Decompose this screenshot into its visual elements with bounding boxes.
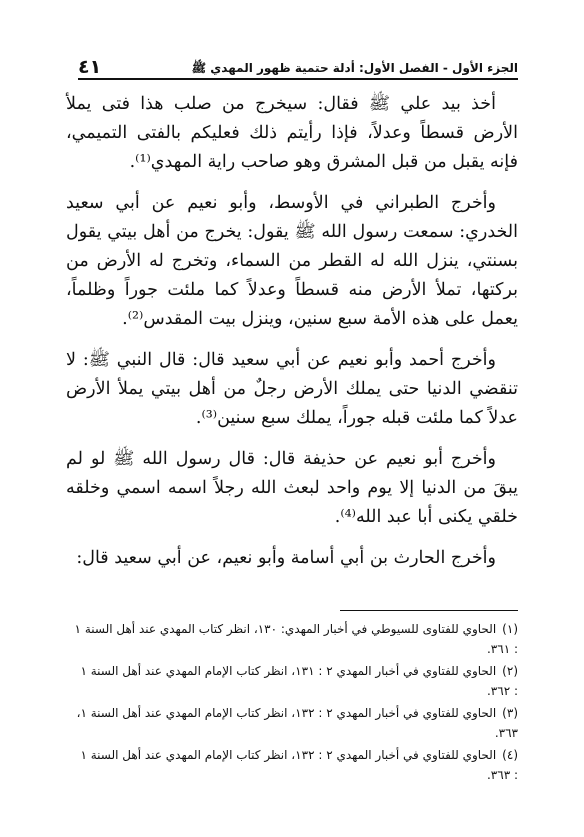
footnote-4 bbox=[74, 746, 518, 785]
footnote-text: الحاوي للفتاوي في أخبار المهدي ٢ : ١٣٢، انظر كتاب الإمام المهدي عند أهل السنة ١ : ٣٦٣. bbox=[80, 748, 518, 782]
footnote-1 bbox=[74, 620, 518, 659]
page-header bbox=[78, 38, 518, 78]
footnote-text: الحاوي للفتاوي في أخبار المهدي ٢ : ١٣٢، انظر كتاب الإمام المهدي عند أهل السنة ١، ٣٦٣. bbox=[76, 706, 518, 740]
footnote-text: الحاوي للفتاوى للسيوطي في أخبار المهدي: ١٣٠، انظر كتاب المهدي عند أهل السنة ١ : ٣٦١. bbox=[74, 622, 518, 656]
paragraph-5: وأخرج الحارث بن أبي أسامة وأبو نعيم، عن أبي سعيد قال: bbox=[76, 548, 496, 568]
paragraph-1: أخذ بيد علي ﷺ فقال: سيخرج من صلب هذا فتى يملأ الأرض قسطاً وعدلاً، فإذا رأيتم ذلك فعليكم بالفتى التميمي، فإنه يقبل من قبل المشرق وهو صاحب راية المهدي⁽¹⁾. bbox=[66, 94, 518, 172]
footnote-3 bbox=[74, 704, 518, 743]
footnote-2 bbox=[74, 662, 518, 701]
paragraph-2: وأخرج الطبراني في الأوسط، وأبو نعيم عن أبي سعيد الخدري: سمعت رسول الله ﷺ يقول: يخرج من أهل بيتي يقول بسنتي، ينزل الله له القطر من السماء، وتخرج له الأرض من بركتها، تملأ الأرض منه قسطاً وعدلاً كما ملئت جوراً وظلماً، يعمل على هذه الأمة سبع سنين، وينزل بيت المقدس⁽²⁾. bbox=[66, 193, 518, 329]
footnote-divider bbox=[340, 610, 518, 611]
page-number: ٤١ bbox=[78, 56, 102, 78]
paragraph-4: وأخرج أبو نعيم عن حذيفة قال: قال رسول الله ﷺ لو لم يبقَ من الدنيا إلا يوم واحد لبعث الله رجلاً اسمه اسمي وخلقه خلقي يكنى أبا عبد الله⁽⁴⁾. bbox=[66, 449, 518, 527]
footnote-text: الحاوي للفتاوي في أخبار المهدي ٢ : ١٣١، انظر كتاب الإمام المهدي عند أهل السنة ١ : ٣٦٢. bbox=[80, 664, 518, 698]
footnote-number: (٣) bbox=[502, 706, 518, 720]
main-text bbox=[66, 90, 518, 585]
paragraph-3: وأخرج أحمد وأبو نعيم عن أبي سعيد قال: قال النبي ﷺ: لا تنقضي الدنيا حتى يملك الأرض رجلٌ من أهل بيتي يملأ الأرض عدلاً كما ملئت قبله جوراً، يملك سبع سنين⁽³⁾. bbox=[66, 350, 518, 428]
running-header-title: الجزء الأول - الفصل الأول: أدلة حتمية ظهور المهدي ﷺ bbox=[191, 61, 518, 75]
footnote-number: (٤) bbox=[502, 748, 518, 762]
header-divider bbox=[78, 78, 518, 80]
footnote-number: (٢) bbox=[502, 664, 518, 678]
footnote-number: (١) bbox=[502, 622, 518, 636]
footnotes bbox=[74, 620, 518, 788]
